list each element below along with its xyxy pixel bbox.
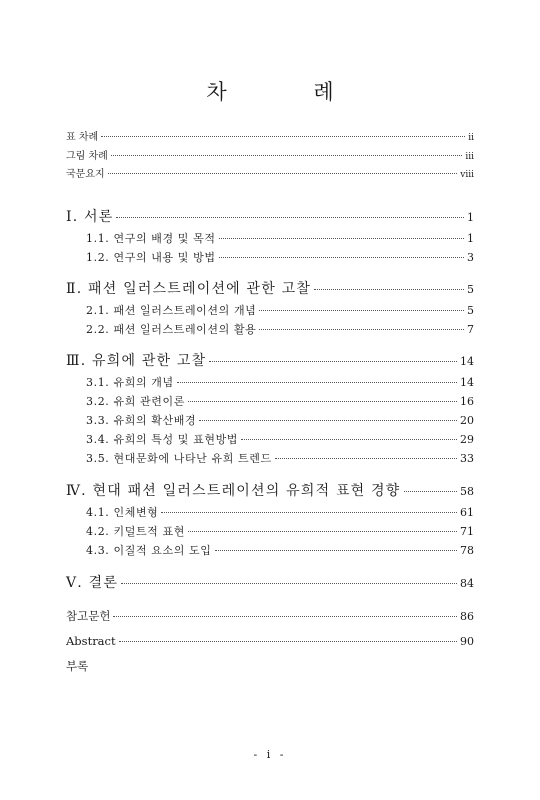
chapter-label: Ⅳ. 현대 패션 일러스트레이션의 유희적 표현 경향 [66,483,401,499]
toc-entry-abstract[interactable] [66,636,474,648]
toc-chapter-1[interactable] [66,210,474,224]
toc-page: 90 [460,635,474,648]
leader-dots [314,289,464,290]
leader-dots [215,550,458,551]
section-page: 71 [460,525,474,538]
toc-entry-table-list[interactable] [66,133,474,143]
chapter-label: Ⅱ. 패션 일러스트레이션에 관한 고찰 [66,281,312,297]
section-label: 3.2. 유희 관련이론 [86,395,185,408]
toc-label: 그림 차례 [66,151,108,162]
section-page: 33 [460,452,474,465]
section-label: 4.1. 인체변형 [86,506,159,519]
section-label: 1.2. 연구의 내용 및 방법 [86,251,216,264]
toc-entry-appendix[interactable] [66,661,88,673]
section-label: 3.4. 유희의 특성 및 표현방법 [86,433,239,446]
section-label: 4.3. 이질적 요소의 도입 [86,544,212,557]
section-label: 2.1. 패션 일러스트레이션의 개념 [86,304,257,317]
toc-chapter-5[interactable] [66,576,474,590]
chapter-page: 5 [467,283,474,296]
toc-entry-references[interactable] [66,611,474,623]
section-page: 29 [460,433,474,446]
leader-dots [116,217,464,218]
toc-label: 부록 [66,659,89,673]
toc-section-2-2[interactable] [86,324,474,335]
toc-page: ii [468,133,474,143]
toc-section-1-1[interactable] [86,233,474,244]
toc-label: 표 차례 [66,132,99,143]
leader-dots [404,491,458,492]
section-page: 20 [460,414,474,427]
toc-section-4-1[interactable] [86,507,474,518]
leader-dots [209,361,457,362]
toc-section-3-5[interactable] [86,453,474,464]
leader-dots [275,458,457,459]
toc-chapter-3[interactable] [66,354,474,368]
section-page: 5 [467,304,474,317]
leader-dots [259,310,464,311]
section-page: 7 [467,323,474,336]
leader-dots [188,531,457,532]
leader-dots [121,583,457,584]
chapter-label: Ⅰ. 서론 [66,209,114,225]
toc-section-4-3[interactable] [86,545,474,556]
leader-dots [241,439,457,440]
toc-entry-figure-list[interactable] [66,152,474,162]
section-label: 4.2. 키덜트적 표현 [86,525,185,538]
leader-dots [101,136,465,137]
chapter-page: 84 [460,577,474,590]
leader-dots [219,257,464,258]
toc-page: viii [460,170,474,180]
leader-dots [259,329,464,330]
toc-section-4-2[interactable] [86,526,474,537]
section-label: 3.5. 현대문화에 나타난 유희 트렌드 [86,452,272,465]
section-page: 78 [460,544,474,557]
leader-dots [113,616,457,617]
toc-page: 86 [460,610,474,623]
page-title: 차 례 [206,80,374,104]
page-number-footer: - i - [253,748,287,761]
section-page: 14 [460,376,474,389]
leader-dots [199,420,457,421]
section-page: 1 [467,232,474,245]
toc-chapter-2[interactable] [66,282,474,296]
toc-label: 참고문헌 [66,609,111,623]
section-page: 16 [460,395,474,408]
section-page: 3 [467,251,474,264]
section-label: 1.1. 연구의 배경 및 목적 [86,232,216,245]
section-label: 3.3. 유희의 확산배경 [86,414,197,427]
toc-page: iii [465,152,474,162]
toc-label: Abstract [66,634,116,648]
leader-dots [161,512,457,513]
leader-dots [111,155,463,156]
chapter-page: 1 [467,211,474,224]
leader-dots [219,238,464,239]
toc-section-3-3[interactable] [86,415,474,426]
leader-dots [108,173,458,174]
section-page: 61 [460,506,474,519]
toc-section-3-1[interactable] [86,377,474,388]
toc-entry-korean-abstract[interactable] [66,170,474,180]
section-label: 2.2. 패션 일러스트레이션의 활용 [86,323,257,336]
toc-chapter-4[interactable] [66,484,474,498]
leader-dots [119,641,457,642]
toc-section-1-2[interactable] [86,252,474,263]
leader-dots [177,382,457,383]
toc-section-2-1[interactable] [86,305,474,316]
toc-section-3-2[interactable] [86,396,474,407]
chapter-page: 58 [460,485,474,498]
chapter-label: Ⅴ. 결론 [66,575,119,591]
section-label: 3.1. 유희의 개념 [86,376,174,389]
chapter-page: 14 [460,355,474,368]
toc-label: 국문요지 [66,169,105,180]
chapter-label: Ⅲ. 유희에 관한 고찰 [66,353,207,369]
toc-section-3-4[interactable] [86,434,474,445]
leader-dots [188,401,457,402]
